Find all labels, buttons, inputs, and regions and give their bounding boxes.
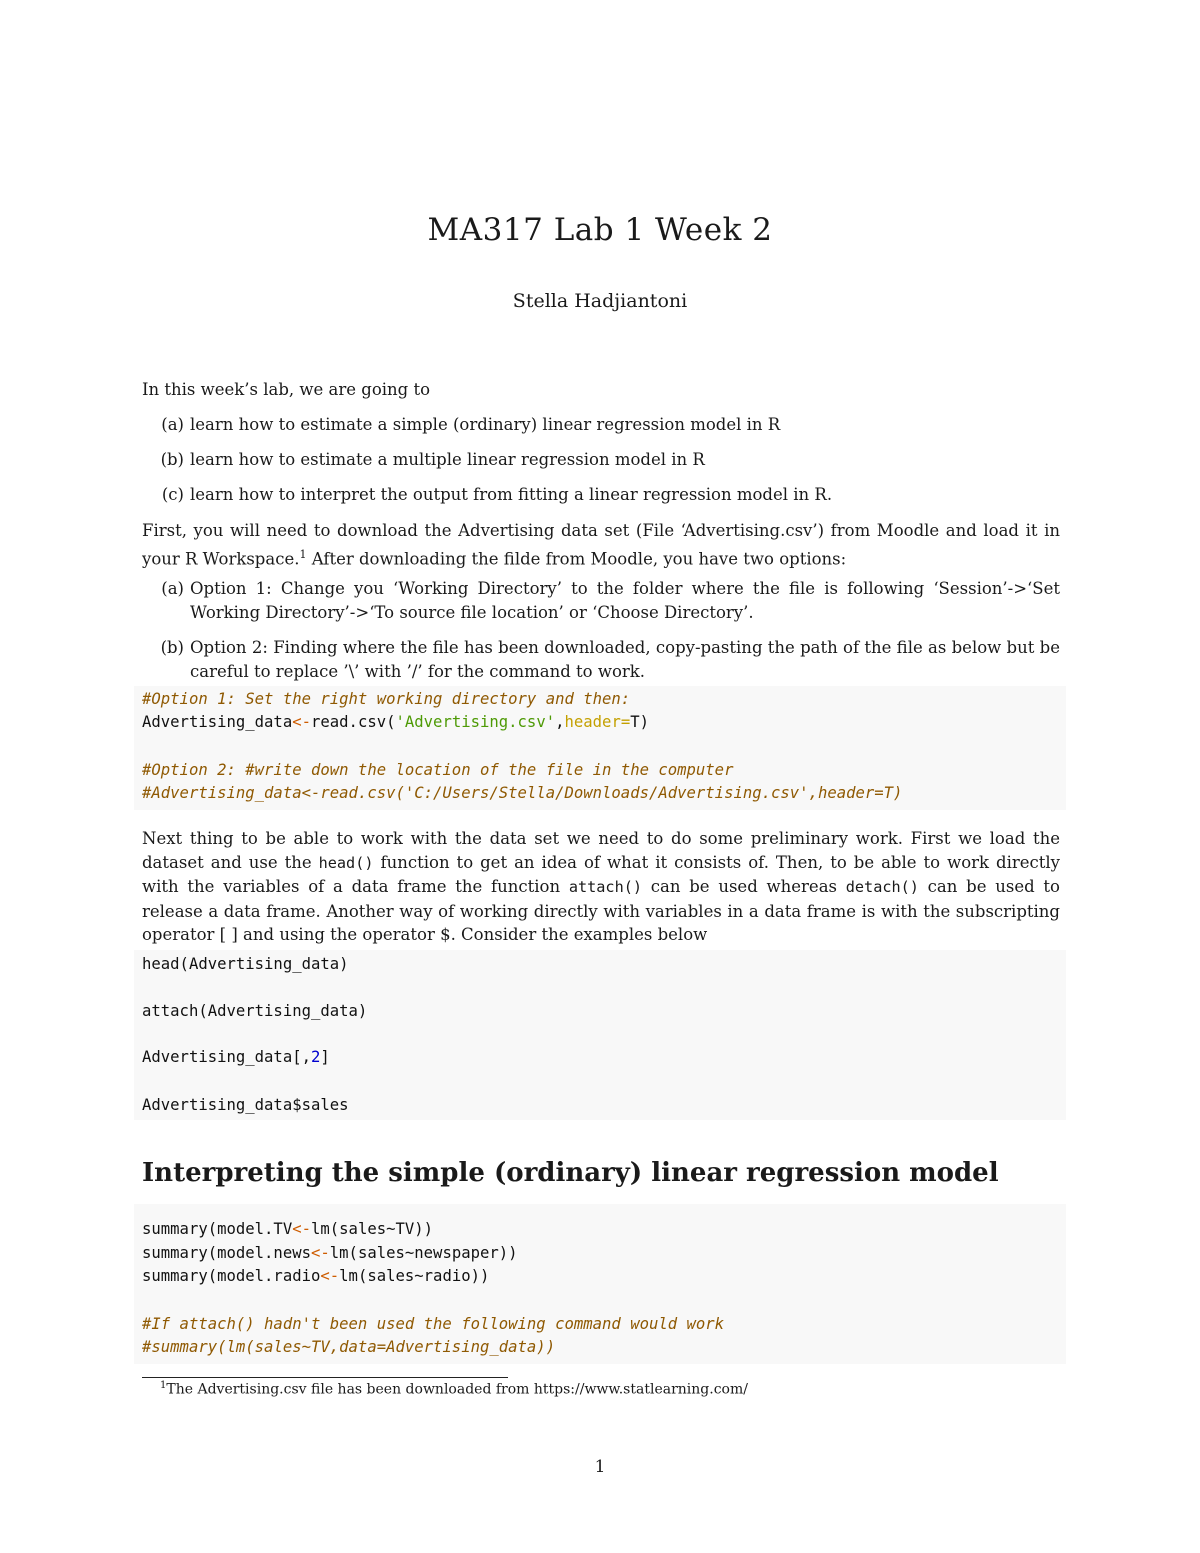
code-token: T) — [630, 713, 649, 731]
goal-text: learn how to estimate a multiple linear regression model in R — [190, 450, 705, 469]
paragraph-text: can be used to release a data frame. Another way of working directly with variables in a data frame is with the subscripting operator [ ] and using the operator $. Consider the examples below — [142, 877, 1060, 945]
inline-code: head() — [318, 853, 374, 872]
code-token: summary(model.TV — [142, 1220, 293, 1238]
author-name: Stella Hadjiantoni — [512, 290, 688, 312]
code-token: summary(model.radio — [142, 1267, 321, 1285]
option-text: Option 2: Finding where the file has been downloaded, copy-pasting the path of the file as below but be careful to replace ’\’ with ’/’ for the command to work. — [190, 638, 1060, 681]
code-line: head(Advertising_data) — [142, 955, 349, 973]
code-line: Advertising_data$sales — [142, 1096, 349, 1114]
code-line — [142, 1242, 518, 1265]
option-text: Option 1: Change you ‘Working Directory’ to the folder where the file is following ‘Session’->‘Set Working Directory’->‘To source file location’ or ‘Choose Directory’. — [190, 579, 1060, 622]
goal-label: (b) — [160, 450, 184, 469]
code-line — [142, 1265, 489, 1288]
code-comment: #Option 1: Set the right working directory and then: — [142, 690, 631, 708]
code-block-load — [134, 686, 1066, 810]
code-block-explore — [134, 950, 1066, 1120]
code-block-regression — [134, 1204, 1066, 1364]
code-comment: #If attach() hadn't been used the following command would work — [142, 1315, 725, 1333]
code-number: 2 — [311, 1048, 321, 1066]
code-token: read.csv( — [311, 713, 396, 731]
code-comment: #Option 2: #write down the location of the file in the computer — [142, 761, 734, 779]
preliminary-paragraph — [142, 827, 1060, 947]
download-text: First, you will need to download the Advertising data set (File ‘Advertising.csv’) from Moodle and load it in your R Workspace. — [142, 521, 1060, 569]
goal-label: (a) — [161, 415, 184, 434]
code-comment: #summary(lm(sales~TV,data=Advertising_data)) — [142, 1338, 556, 1356]
code-line — [142, 1218, 433, 1241]
goal-text: learn how to estimate a simple (ordinary) linear regression model in R — [190, 415, 781, 434]
paragraph-text: function to get an idea of what it consists of. Then, to be able to work directly with the variables of a data frame the function — [142, 852, 1060, 897]
goal-text: learn how to interpret the output from fitting a linear regression model in R. — [190, 485, 833, 504]
code-operator: <- — [292, 713, 311, 731]
inline-code: attach() — [568, 878, 643, 897]
code-operator: <- — [292, 1220, 311, 1238]
page-number: 1 — [594, 1457, 606, 1477]
code-token: lm(sales~newspaper)) — [329, 1244, 518, 1262]
code-string: 'Advertising.csv' — [395, 713, 556, 731]
section-heading: Interpreting the simple (ordinary) linear regression model — [142, 1158, 999, 1188]
download-paragraph — [142, 519, 1060, 571]
code-line — [142, 1046, 330, 1069]
footnote — [160, 1380, 748, 1398]
paragraph-text: Next thing to be able to work with the data set we need to do some preliminary work. First we load the dataset and use the — [142, 829, 1060, 872]
goal-label: (c) — [161, 485, 184, 504]
code-argument: header= — [564, 713, 631, 731]
code-token: ] — [320, 1048, 330, 1066]
option-label: (b) — [160, 638, 184, 657]
code-operator: <- — [311, 1244, 330, 1262]
code-token: summary(model.news — [142, 1244, 311, 1262]
code-line — [142, 711, 649, 734]
code-token: Advertising_data — [142, 713, 293, 731]
footnote-divider — [142, 1377, 508, 1378]
paragraph-text: can be used whereas — [642, 877, 846, 897]
option-label: (a) — [161, 579, 184, 598]
code-operator: <- — [320, 1267, 340, 1285]
code-token: , — [555, 713, 565, 731]
page-title: MA317 Lab 1 Week 2 — [427, 212, 773, 248]
footnote-number: 1 — [160, 1380, 167, 1391]
code-comment: #Advertising_data<-read.csv('C:/Users/Stella/Downloads/Advertising.csv',header=T) — [142, 784, 903, 802]
download-text-cont: After downloading the filde from Moodle, you have two options: — [306, 549, 847, 569]
footnote-text: The Advertising.csv file has been downloaded from https://www.statlearning.com/ — [166, 1381, 748, 1398]
code-token: lm(sales~TV)) — [311, 1220, 434, 1238]
code-line: attach(Advertising_data) — [142, 1002, 368, 1020]
code-token: lm(sales~radio)) — [339, 1267, 490, 1285]
intro-text: In this week’s lab, we are going to — [142, 380, 431, 399]
inline-code: detach() — [845, 878, 919, 897]
code-token: Advertising_data[, — [142, 1048, 311, 1066]
footnote-marker[interactable]: 1 — [299, 547, 307, 561]
